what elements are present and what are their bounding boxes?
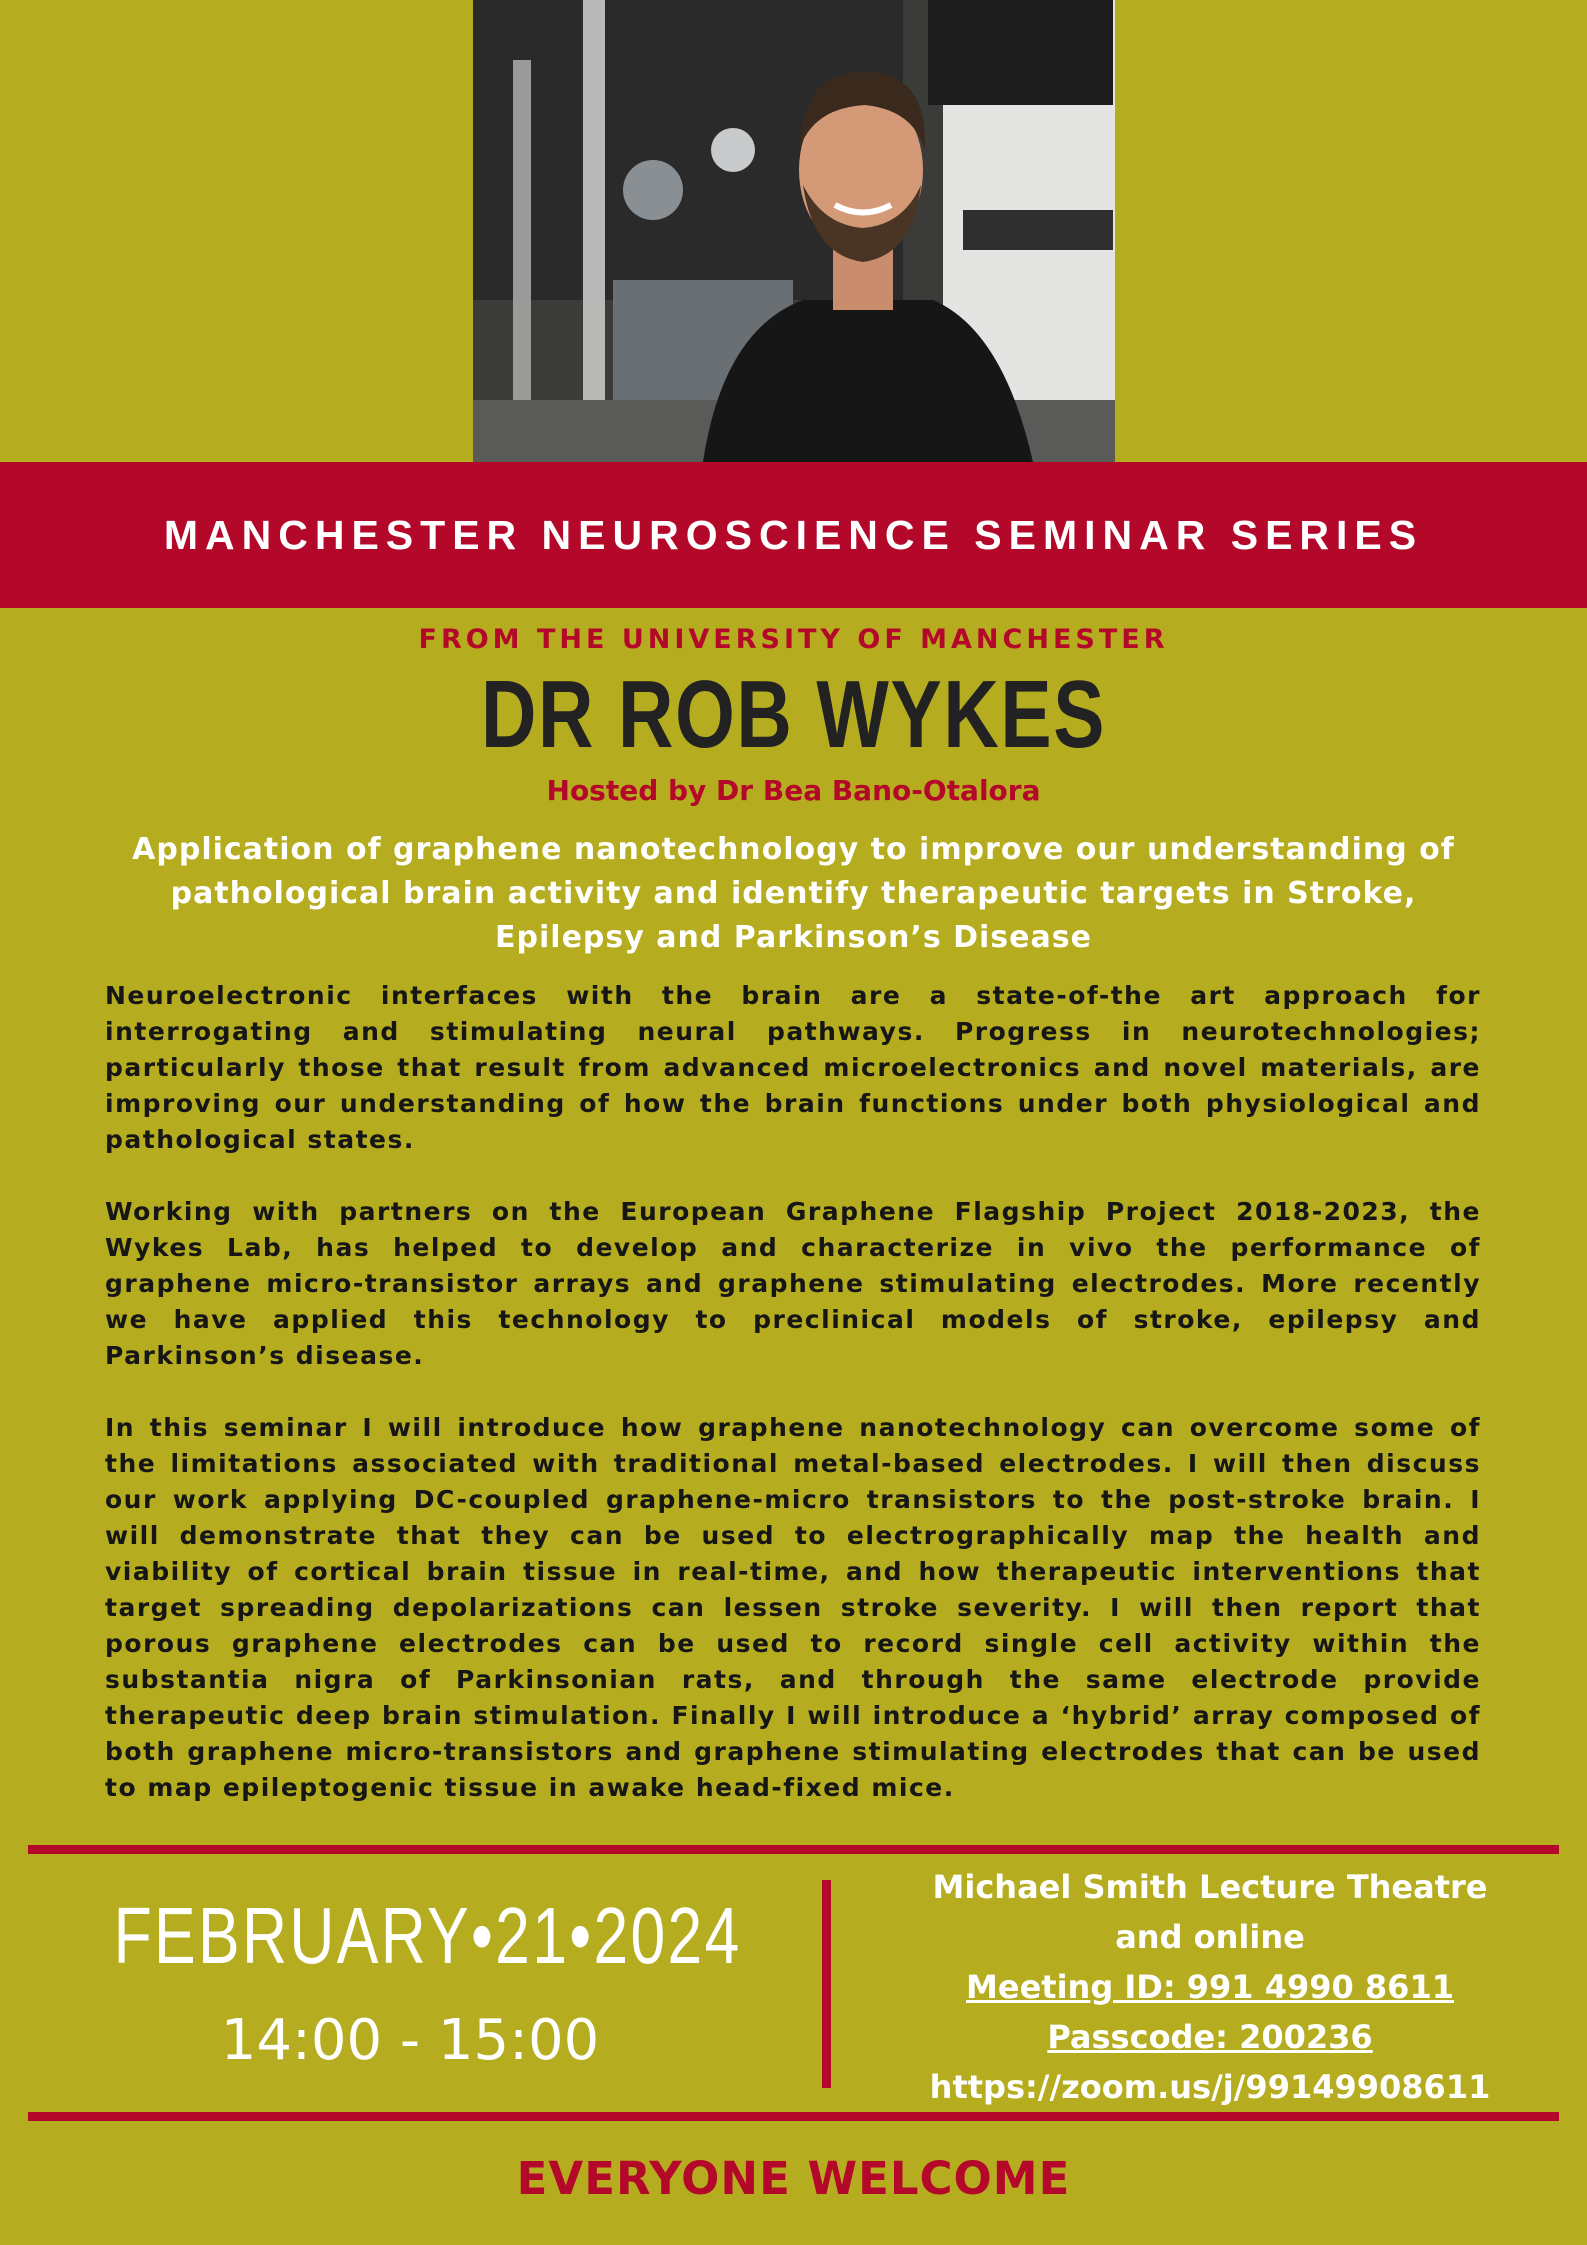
abstract — [105, 978, 1481, 1842]
speaker-name: DR ROB WYKES — [480, 661, 1107, 768]
speaker-affiliation: FROM THE UNIVERSITY OF MANCHESTER — [418, 624, 1169, 655]
zoom-url[interactable]: https://zoom.us/j/99149908611 — [929, 2068, 1491, 2106]
host-line: Hosted by Dr Bea Bano-Otalora — [546, 774, 1041, 807]
event-date: FEBRUARY•21•2024 — [113, 1891, 742, 1980]
top-divider — [28, 1845, 1559, 1854]
meeting-id-link[interactable]: Meeting ID: 991 4990 8611 — [966, 1968, 1454, 2006]
series-title: MANCHESTER NEUROSCIENCE SEMINAR SERIES — [163, 511, 1424, 558]
venue-name: Michael Smith Lecture Theatre — [932, 1868, 1488, 1906]
venue-block — [860, 1862, 1560, 2112]
abstract-paragraph: Working with partners on the European Graphene Flagship Project 2018-2023, the Wykes Lab, has helped to develop and characterize in vivo the performance of graphene micro-transistor arrays and graphene stimulating electrodes. More recently we have applied this technology to preclinical models of stroke, epilepsy and Parkinson’s disease. — [105, 1197, 1481, 1370]
bottom-divider — [28, 2112, 1559, 2121]
passcode-link[interactable]: Passcode: 200236 — [1047, 2018, 1373, 2056]
lab-photo-illustration — [473, 0, 1115, 462]
speaker-photo — [473, 0, 1115, 462]
talk-title — [100, 828, 1487, 960]
abstract-paragraph: Neuroelectronic interfaces with the brain are a state-of-the art approach for interrogating and stimulating neural pathways. Progress in neurotechnologies; particularly those that result from advanced microelectronics and novel materials, are improving our understanding of how the brain functions under both physiological and pathological states. — [105, 981, 1481, 1154]
abstract-paragraph: In this seminar I will introduce how graphene nanotechnology can overcome some of the limitations associated with traditional metal-based electrodes. I will then discuss our work applying DC-coupled graphene-micro transistors to the post-stroke brain. I will demonstrate that they can be used to electrographically map the health and viability of cortical brain tissue in real-time, and how therapeutic interventions that target spreading depolarizations can lessen stroke severity. I will then report that porous graphene electrodes can be used to record single cell activity within the substantia nigra of Parkinsonian rats, and through the same electrode provide therapeutic deep brain stimulation. Finally I will introduce a ‘hybrid’ array composed of both graphene micro-transistors and graphene stimulating electrodes that can be used to map epileptogenic tissue in awake head-fixed mice. — [105, 1413, 1481, 1802]
talk-title-line: pathological brain activity and identify therapeutic targets in Stroke, — [170, 876, 1417, 911]
venue-online: and online — [1115, 1918, 1305, 1956]
vertical-divider — [822, 1880, 831, 2088]
series-banner — [0, 462, 1587, 608]
everyone-welcome: EVERYONE WELCOME — [516, 2152, 1071, 2205]
talk-title-line: Application of graphene nanotechnology to improve our understanding of — [132, 832, 1455, 867]
talk-title-line: Epilepsy and Parkinson’s Disease — [495, 920, 1092, 955]
event-time: 14:00 - 15:00 — [220, 2008, 600, 2073]
